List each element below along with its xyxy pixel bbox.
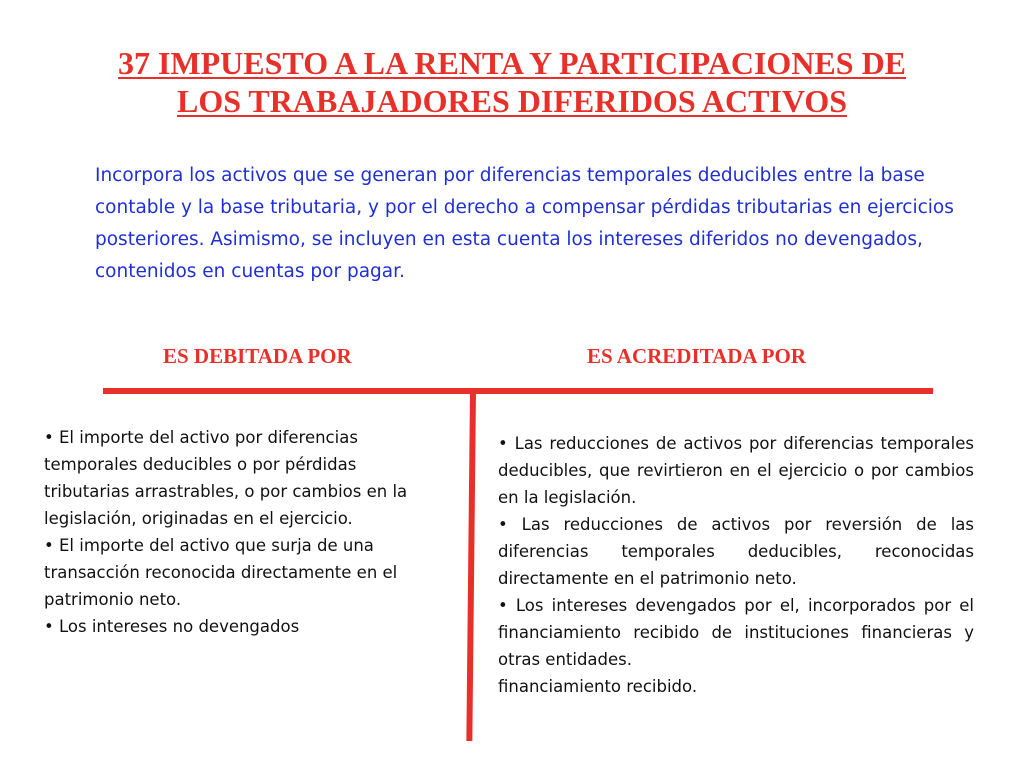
- debit-item: • El importe del activo que surja de una transacción reconocida directamente en el patrimonio neto.: [44, 536, 398, 609]
- credit-items-list: [498, 430, 974, 700]
- t-account-horizontal-line: [103, 388, 933, 394]
- account-description: Incorpora los activos que se generan por diferencias temporales deducibles entre la base contable y la base tributaria, y por el derecho a compensar pérdidas tributarias en ejercicios posteriores. Asimismo, se incluyen en esta cuenta los intereses diferidos no devengados, contenidos en cuentas por pagar.: [95, 165, 954, 282]
- credit-item: • Las reducciones de activos por diferencias temporales deducibles, que revirtieron en el ejercicio o por cambios en la legislación.: [498, 434, 974, 507]
- credit-column-heading: ES ACREDITADA POR: [587, 344, 806, 368]
- debit-items-list: [44, 424, 409, 640]
- debit-column-heading: ES DEBITADA POR: [163, 344, 352, 368]
- credit-item: • Los intereses devengados por el, incorporados por el financiamiento recibido de instituciones financieras y otras entidades.: [498, 596, 974, 669]
- credit-item: financiamiento recibido.: [498, 677, 698, 696]
- t-account-vertical-line: [466, 391, 476, 741]
- slide-title-line-1: 37 IMPUESTO A LA RENTA Y PARTICIPACIONES DE: [117, 45, 907, 81]
- slide-title-line-2: LOS TRABAJADORES DIFERIDOS ACTIVOS: [176, 83, 848, 119]
- slide-title: [40, 44, 984, 120]
- debit-item: • Los intereses no devengados: [44, 617, 300, 636]
- debit-item: • El importe del activo por diferencias temporales deducibles o por pérdidas tributarias arrastrables, o por cambios en la legislación, originadas en el ejercicio.: [44, 428, 408, 528]
- credit-item: • Las reducciones de activos por reversión de las diferencias temporales deducibles, reconocidas directamente en el patrimonio neto.: [498, 515, 974, 588]
